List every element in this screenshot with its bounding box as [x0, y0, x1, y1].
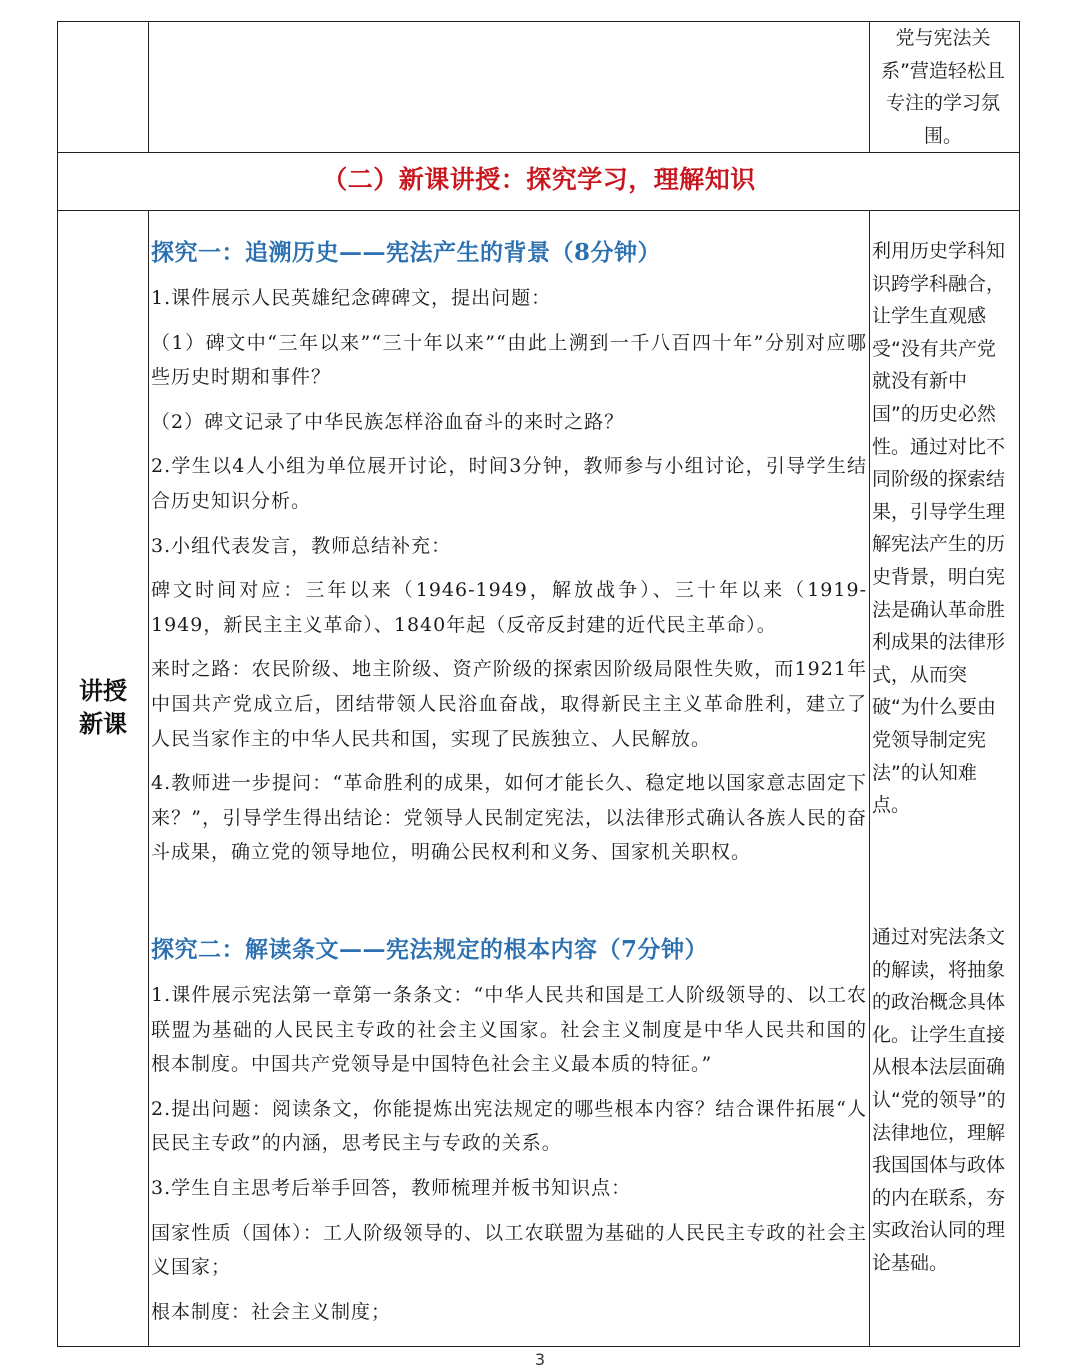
col-divider-label-lower — [148, 210, 149, 1346]
inquiry1-content — [151, 233, 867, 880]
inquiry2-heading: 探究二：解读条文——宪法规定的根本内容（7分钟） — [151, 936, 709, 963]
section-title: （二）新课讲授：探究学习，理解知识 — [322, 165, 756, 194]
inquiry2-paragraph: 2.提出问题：阅读条文，你能提炼出宪法规定的哪些根本内容？结合课件拓展“人民民主专政”的内涵，思考民主与专政的关系。 — [151, 1097, 867, 1155]
inquiry2-paragraph: 3.学生自主思考后举手回答，教师梳理并板书知识点： — [151, 1176, 632, 1199]
inquiry2-paragraph: 根本制度：社会主义制度； — [151, 1300, 392, 1323]
stage-label — [58, 675, 148, 741]
inquiry1-paragraph: 来时之路：农民阶级、地主阶级、资产阶级的探索因阶级局限性失败，而1921年中国共产党成立后，团结带领人民浴血奋战，取得新民主主义革命胜利，建立了人民当家作主的中华人民共和国，实现了民族独立、人民解放。 — [151, 658, 867, 750]
inquiry2-design-note: 通过对宪法条文的解读，将抽象的政治概念具体化。让学生直接从根本法层面确认“党的领导”的法律地位，理解我国国体与政体的内在联系，夯实政治认同的理论基础。 — [872, 926, 1006, 1274]
col-divider-note-lower — [869, 210, 870, 1346]
stage-label-line2: 新课 — [79, 710, 127, 738]
inquiry1-heading: 探究一：追溯历史——宪法产生的背景（8分钟） — [151, 239, 662, 266]
inquiry1-paragraph: 3.小组代表发言，教师总结补充： — [151, 534, 452, 557]
stage-label-line1: 讲授 — [79, 677, 127, 705]
top-row-design-note: 党与宪法关系”营造轻松且专注的学习氛围。 — [881, 27, 1005, 147]
table-bottom-border — [57, 1346, 1020, 1347]
col-divider-label — [148, 22, 149, 153]
inquiry1-paragraph: 4.教师进一步提问：“革命胜利的成果，如何才能长久、稳定地以国家意志固定下来？”，引导学生得出结论：党领导人民制定宪法，以法律形式确认各族人民的奋斗成果，确立党的领导地位，明确公民权利和义务、国家机关职权。 — [151, 772, 867, 864]
inquiry1-design-note: 利用历史学科知识跨学科融合，让学生直观感受“没有共产党就没有新中国”的历史必然性。通过对比不同阶级的探索结果，引导学生理解宪法产生的历史背景，明白宪法是确认革命胜利成果的法律形式，从而突破“为什么要由党领导制定宪法”的认知难点。 — [872, 240, 1006, 817]
row-divider-section — [57, 210, 1020, 211]
inquiry2-paragraph: 国家性质（国体）：工人阶级领导的、以工农联盟为基础的人民民主专政的社会主义国家； — [151, 1221, 867, 1279]
row-divider-top — [57, 152, 1020, 153]
inquiry1-paragraph: 2.学生以4人小组为单位展开讨论，时间3分钟，教师参与小组讨论，引导学生结合历史知识分析。 — [151, 455, 867, 512]
table-right-border — [1019, 22, 1020, 1347]
inquiry1-paragraph: 碑文时间对应：三年以来（1946-1949，解放战争）、三十年以来（1919-1949，新民主主义革命）、1840年起（反帝反封建的近代民主革命）。 — [151, 579, 867, 636]
page-number: 3 — [534, 1350, 546, 1369]
inquiry1-paragraph: 1.课件展示人民英雄纪念碑碑文，提出问题： — [151, 287, 552, 309]
col-divider-note — [869, 22, 870, 153]
inquiry1-paragraph: （2）碑文记录了中华民族怎样浴血奋斗的来时之路？ — [151, 410, 625, 433]
inquiry2-paragraph: 1.课件展示宪法第一章第一条条文：“中华人民共和国是工人阶级领导的、以工农联盟为基础的人民民主专政的社会主义国家。社会主义制度是中华人民共和国的根本制度。中国共产党领导是中国特色社会主义最本质的特征。” — [151, 984, 867, 1076]
inquiry2-content — [151, 930, 867, 1339]
inquiry1-paragraph: （1）碑文中“三年以来”“三十年以来”“由此上溯到一千八百四十年”分别对应哪些历史时期和事件？ — [151, 331, 867, 389]
